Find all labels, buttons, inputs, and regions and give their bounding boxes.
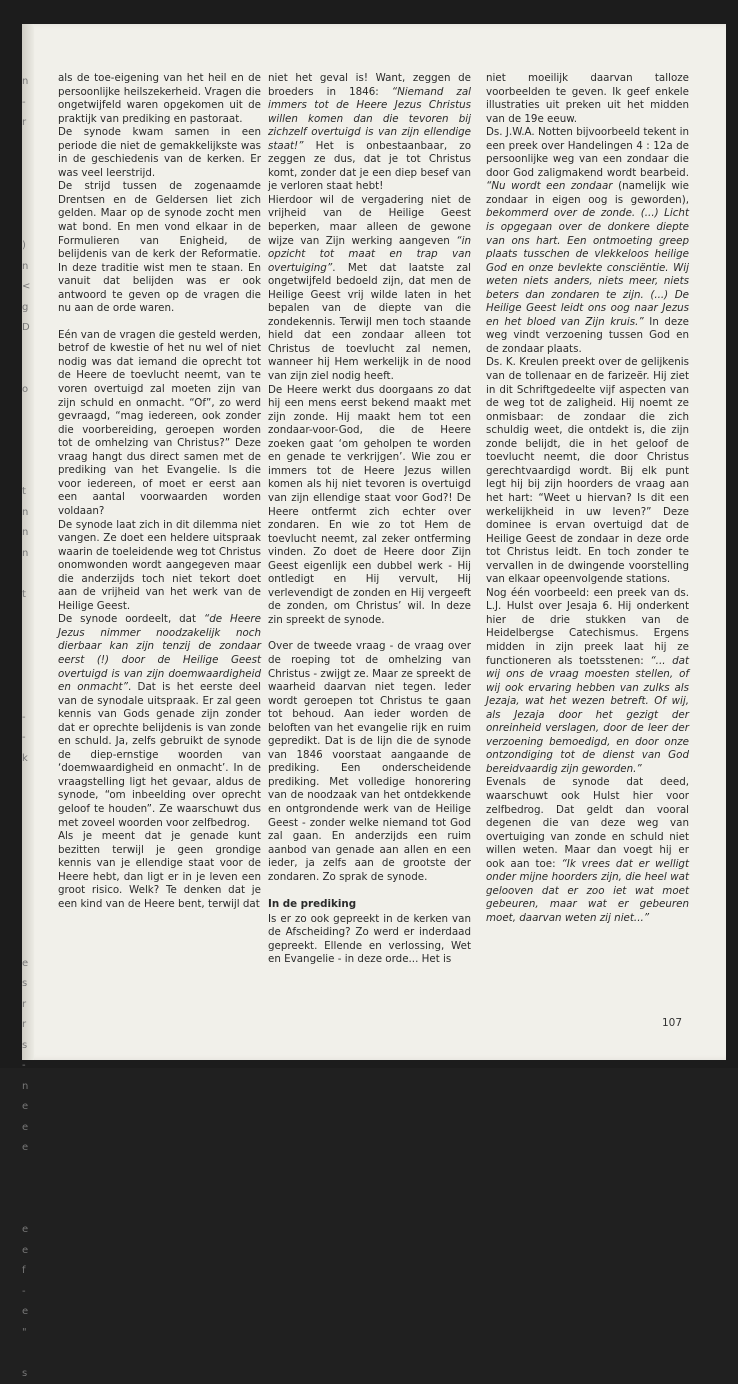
- bleed-char: [22, 646, 32, 667]
- text-run: Nog één voorbeeld: een preek van ds. L.J. Hulst over Jesaja 6. Hij onderkent hier de drie stukken van de Heidelbergse Catechismus. Ergens midden in zijn preek laat hij ze functioneren als toetsstenen:: [486, 587, 689, 667]
- text-run: De synode oordeelt, dat: [58, 613, 204, 625]
- bleed-char: n: [22, 72, 32, 93]
- bleed-char: [22, 851, 32, 872]
- paragraph: als de toe-eigening van het heil en de persoonlijke heilszekerheid. Vragen die ongetwijfeld waren opgekomen uit de praktijk van prediking en pastoraat.: [58, 72, 261, 126]
- paragraph: [486, 776, 689, 925]
- bleed-char: ": [22, 1323, 32, 1344]
- bleed-char: g: [22, 298, 32, 319]
- quote: “Ik vrees dat er welligt onder mijne hoorders zijn, die heel wat gelooven dat er zoo iet wat moet gebeuren, maar wat er gebeuren moet, daarvan weten zij niet...”: [486, 858, 689, 924]
- bleed-char: e: [22, 1241, 32, 1262]
- bleed-char: e: [22, 1302, 32, 1323]
- section-heading: In de prediking: [268, 898, 471, 912]
- bleed-char: [22, 892, 32, 913]
- paragraph: [486, 587, 689, 777]
- bleed-char: t: [22, 585, 32, 606]
- text-run: Ds. J.W.A. Notten bijvoorbeeld tekent in een preek over Handelingen 4 : 12a de persoonlijke weg van een zondaar die door God zaligmakend wordt bearbeid.: [486, 126, 689, 179]
- bleed-char: -: [22, 93, 32, 114]
- paragraph: De Heere werkt dus doorgaans zo dat hij een mens eerst bekend maakt met zijn zonde. Hij maakt hem tot een zondaar-voor-God, die de Heere zoeken gaat ‘om geholpen te worden en genade te verkrijgen’. Wie zou er immers tot de Heere Jezus willen komen als hij niet tevoren is overtuigd van zijn ellendige staat voor God?! De Heere ontfermt zich echter over zondaren. En wie zo tot Hem de toevlucht neemt, zal zeker ontferming vinden. Zo doet de Heere door Zijn Geest eigenlijk een dubbel werk - Hij ontledigt en Hij vervult, Hij verlevendigt de zonden en Hij vergeeft de zonden, om Christus’ wil. In deze zin spreekt de synode.: [268, 384, 471, 628]
- text-run: Evenals de synode dat deed, waarschuwt ook Hulst hier voor zelfbedrog. Dat geldt dan vooral degenen die van deze weg van overtuiging van zonde en schuld niet willen weten. Maar dan voegt hij er ook aan toe:: [486, 776, 689, 869]
- bleed-char: [22, 195, 32, 216]
- paragraph: Eén van de vragen die gesteld werden, betrof de kwestie of het nu wel of niet nodig was dat iemand die oprecht tot de Heere de toevlucht neemt, van te voren overtuigd zal moeten zijn van zijn schuld en onmacht. “Of”, zo werd gevraagd, “mag iedereen, ook zonder die voorbereiding, geroepen worden tot de omhelzing van Christus?” Deze vraag hangt dus direct samen met de prediking van het Evangelie. Is die voor iedereen, of moet er eerst aan een aantal voorwaarden worden voldaan?: [58, 329, 261, 519]
- bleed-char: [22, 913, 32, 934]
- bleed-char: [22, 339, 32, 360]
- bleed-char: [22, 1159, 32, 1180]
- paragraph: [268, 194, 471, 384]
- paragraph: Over de tweede vraag - de vraag over de roeping tot de omhelzing van Christus - zwijgt ze. Maar ze spreekt de waarheid daarvan niet tegen. Ieder wordt geroepen tot Christus te gaan tot behoud. Aan ieder worden de beloften van het evangelie rijk en ruim gepredikt. Dat is de lijn die de synode van 1846 voorstaat aangaande de prediking. Een onderscheidende prediking. Met volledige honorering van de noodzaak van het ontdekkende en ontgrondende werk van de Heilige Geest - zonder welke niemand tot God zal gaan. En anderzijds een ruim aanbod van genade aan allen en een ieder, ja zelfs aan de grootste der zondaren. Zo sprak de synode.: [268, 640, 471, 884]
- bleed-char: [22, 605, 32, 626]
- bleed-char: [22, 175, 32, 196]
- bleed-char: r: [22, 1015, 32, 1036]
- paragraph: Is er zo ook gepreekt in de kerken van de Afscheiding? Zo werd er inderdaad gepreekt. Ellende en verlossing, Wet en Evangelie - in deze orde... Het is: [268, 913, 471, 967]
- quote: “Nu wordt een zondaar: [486, 180, 613, 192]
- text-run: . Met dat laatste zal ongetwijfeld bedoeld zijn, dat men de Heilige Geest vrij wilde laten in het bepalen van de diepte van die zondekennis. Terwijl men toch staande hield dat een zondaar alleen tot Christus de toevlucht zal nemen, wanneer hij Hem werkelijk in de nood van zijn ziel nodig heeft.: [268, 262, 471, 382]
- bleed-char: [22, 831, 32, 852]
- bleed-char: [22, 790, 32, 811]
- bleed-char: -: [22, 1282, 32, 1303]
- quote: “in opzicht tot maat en trap van overtuiging”: [268, 235, 471, 274]
- bleed-char: [22, 1343, 32, 1364]
- quote: “de Heere Jezus nimmer noodzakelijk noch dierbaar kan zijn tenzij de zondaar eerst (!) door de Heilige Geest overtuigd is van zijn doemwaardigheid en onmacht”: [58, 613, 261, 693]
- paragraph: De synode laat zich in dit dilemma niet vangen. Ze doet een heldere uitspraak waarin de toeleidende weg tot Christus onomwonden wordt aangegeven maar die anderzijds toch niet tekort doet aan de vrijheid van het werk van de Heilige Geest.: [58, 519, 261, 614]
- bleed-char: <: [22, 277, 32, 298]
- bleed-char: r: [22, 995, 32, 1016]
- bleed-char: k: [22, 749, 32, 770]
- bleed-char: [22, 134, 32, 155]
- column-3: [486, 72, 689, 925]
- page-number: 107: [662, 1017, 682, 1029]
- bleed-char: [22, 933, 32, 954]
- bleed-char: [22, 421, 32, 442]
- bleed-char: -: [22, 708, 32, 729]
- bleed-char: [22, 1200, 32, 1221]
- bleed-char: f: [22, 1261, 32, 1282]
- paragraph: Als je meent dat je genade kunt bezitten terwijl je geen grondige kennis van je ellendige staat voor de Heere hebt, dan ligt er in je leven een groot risico. Welk? Te denken dat je een kind van de Heere bent, terwijl dat: [58, 830, 261, 911]
- text-run: Het is onbestaanbaar, zo zeggen ze dus, dat je tot Christus komt, zonder dat je een diep besef van je verloren staat hebt!: [268, 140, 471, 193]
- bleed-char: s: [22, 1364, 32, 1384]
- quote: “Niemand zal immers tot de Heere Jezus Christus willen komen dan die tevoren bij zichzelf overtuigd is van zijn ellendige staat!”: [268, 86, 471, 152]
- paragraph: De synode kwam samen in een periode die niet de gemakkelijkste was in de geschiedenis van de kerken. Er was veel leerstrijd.: [58, 126, 261, 180]
- book-page: [22, 24, 726, 1060]
- text-run: (namelijk wie zondaar in eigen oog is geworden),: [486, 180, 689, 206]
- bleed-char: n: [22, 1077, 32, 1098]
- paragraph: [268, 72, 471, 194]
- bleed-char: [22, 216, 32, 237]
- bleed-char: -: [22, 728, 32, 749]
- paragraph: [486, 126, 689, 356]
- quote: bekommerd over de zonde. (...) Licht is opgegaan over de donkere diepte van ons hart. Een ontmoeting greep plaats tusschen de vlekkeloos heilige God en onze bevlekte consciëntie. Wij weten niets anders, niets meer, niets beters dan zondaren te zijn. (...) De Heilige Geest leidt ons oog naar Jezus en het bloed van Zijn kruis.”: [486, 207, 689, 327]
- bleed-char: n: [22, 503, 32, 524]
- bleed-char: n: [22, 523, 32, 544]
- paragraph: De strijd tussen de zogenaamde Drentsen en de Geldersen liet zich gelden. Maar op de synode zocht men wat bond. En men vond elkaar in de Formulieren van Enigheid, de belijdenis van de kerk der Reformatie. In deze traditie wist men te staan. En vanuit dat belijden was er ook antwoord te geven op de vragen die nu aan de orde waren.: [58, 180, 261, 315]
- bleed-char: s: [22, 1036, 32, 1057]
- bleed-char: r: [22, 113, 32, 134]
- bleed-char: D: [22, 318, 32, 339]
- paragraph: niet moeilijk daarvan talloze voorbeelden te geven. Ik geef enkele illustraties uit preken uit het midden van de 19e eeuw.: [486, 72, 689, 126]
- text-run: niet het geval is! Want, zeggen de broeders in 1846:: [268, 72, 471, 98]
- bleed-char: [22, 1179, 32, 1200]
- bleed-char: [22, 810, 32, 831]
- bleed-char: [22, 626, 32, 647]
- bleed-char: n: [22, 257, 32, 278]
- bleed-char: e: [22, 1138, 32, 1159]
- previous-page-bleed-text: [22, 72, 32, 1384]
- bleed-char: ): [22, 236, 32, 257]
- quote: “... dat wij ons de vraag moesten stellen, of wij ook ervaring hebben van zulks als Jezaja, wat het wezen betreft. Of wij, als Jezaja door het gezigt der onreinheid verslagen, door de leer der verzoening bemoedigd, en door onze ontzondiging tot de dienst van God bereidvaardig zijn geworden.”: [486, 655, 689, 775]
- column-2: [268, 72, 471, 967]
- bleed-char: [22, 667, 32, 688]
- bleed-char: e: [22, 1097, 32, 1118]
- bleed-char: t: [22, 482, 32, 503]
- bleed-char: e: [22, 954, 32, 975]
- bleed-char: [22, 462, 32, 483]
- bleed-char: n: [22, 544, 32, 565]
- bleed-char: e: [22, 1118, 32, 1139]
- bleed-char: -: [22, 1056, 32, 1077]
- text-run: In deze weg vindt verzoening tussen God en de zondaar plaats.: [486, 316, 689, 355]
- paragraph: [58, 613, 261, 830]
- bleed-char: [22, 359, 32, 380]
- bleed-char: o: [22, 380, 32, 401]
- column-1: [58, 72, 261, 911]
- text-run: . Dat is het eerste deel van de synodale uitspraak. Er zal geen kennis van Gods genade zijn zonder dat er oprechte belijdenis is van zonde en schuld. Ja, zelfs gebruikt de synode de diep-ernstige woorden van ‘doemwaardigheid en onmacht’. In de vraagstelling ligt het gevaar, aldus de synode, “om inbeelding over oprecht geloof te houden”. Ze waarschuwt dus met zoveel woorden voor zelfbedrog.: [58, 681, 261, 828]
- bleed-char: [22, 687, 32, 708]
- bleed-char: [22, 441, 32, 462]
- bleed-char: [22, 564, 32, 585]
- text-run: Hierdoor wil de vergadering niet de vrijheid van de Heilige Geest beperken, maar alleen de gewone wijze van Zijn werking aangeven: [268, 194, 471, 247]
- bleed-char: [22, 154, 32, 175]
- bleed-char: e: [22, 1220, 32, 1241]
- bleed-char: s: [22, 974, 32, 995]
- paragraph: Ds. K. Kreulen preekt over de gelijkenis van de tollenaar en de farizeër. Hij ziet in dit Schriftgedeelte vijf aspecten van de weg tot de zaligheid. Hij noemt ze onmisbaar: de zondaar die zich schuldig weet, die ontdekt is, die zijn zonde belijdt, die in het geloof de toevlucht neemt, die door Christus gerechtvaardigd wordt. Bij elk punt legt hij bij zijn hoorders de vraag aan het hart: “Weet u hiervan? Is dit een werkelijkheid in uw leven?” Deze dominee is ervan overtuigd dat de Heilige Geest de zondaar in deze orde tot Christus leidt. En toch zonder te vervallen in de dwingende voorstelling van elkaar opeenvolgende stations.: [486, 356, 689, 586]
- bleed-char: [22, 769, 32, 790]
- bleed-char: [22, 400, 32, 421]
- bleed-char: [22, 872, 32, 893]
